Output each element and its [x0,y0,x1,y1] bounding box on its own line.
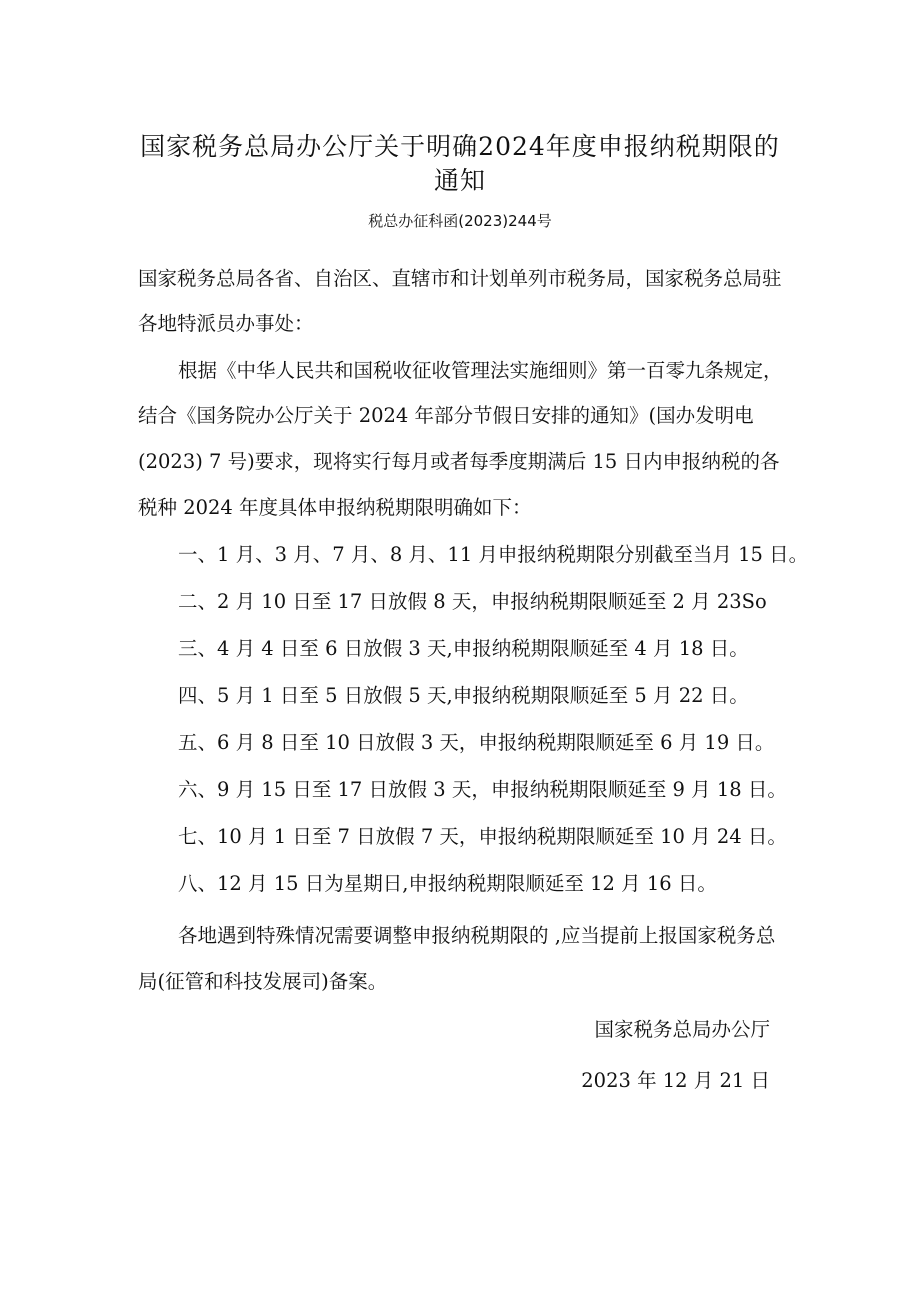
closing-line-1: 各地遇到特殊情况需要调整申报纳税期限的 ,应当提前上报国家税务总 [178,924,776,947]
list-item: 六、9 月 15 日至 17 日放假 3 天，申报纳税期限顺延至 9 月 18 日。 [178,778,787,801]
document-number: 税总办征科函(2023)244号 [368,212,552,230]
intro-line-3: (2023) 7 号)要求，现将实行每月或者每季度期满后 15 日内申报纳税的各 [138,450,780,473]
signature-date: 2023 年 12 月 21 日 [581,1069,770,1092]
list-item: 一、1 月、3 月、7 月、8 月、11 月申报纳税期限分别截至当月 15 日。 [178,543,809,566]
closing-line-2: 局(征管和科技发展司)备案。 [138,970,388,993]
addressee-line-1: 国家税务总局各省、自治区、直辖市和计划单列市税务局，国家税务总局驻 [138,267,782,290]
intro-line-2: 结合《国务院办公厅关于 2024 年部分节假日安排的通知》(国办发明电 [138,404,754,427]
intro-line-4: 税种 2024 年度具体申报纳税期限明确如下： [138,496,532,519]
list-item: 八、12 月 15 日为星期日,申报纳税期限顺延至 12 月 16 日。 [178,872,717,895]
list-item: 三、4 月 4 日至 6 日放假 3 天,申报纳税期限顺延至 4 月 18 日。 [178,637,749,660]
list-item: 四、5 月 1 日至 5 日放假 5 天,申报纳税期限顺延至 5 月 22 日。 [178,684,749,707]
document-title-line-2: 通知 [433,166,486,195]
document-title-line-1: 国家税务总局办公厅关于明确2024年度申报纳税期限的 [140,132,780,161]
list-item: 五、6 月 8 日至 10 日放假 3 天，申报纳税期限顺延至 6 月 19 日。 [178,731,775,754]
addressee-line-2: 各地特派员办事处： [138,312,314,335]
list-item: 七、10 月 1 日至 7 日放假 7 天，申报纳税期限顺延至 10 月 24 日。 [178,825,787,848]
list-item: 二、2 月 10 日至 17 日放假 8 天，申报纳税期限顺延至 2 月 23So [178,590,767,613]
signature-organization: 国家税务总局办公厅 [594,1018,770,1041]
intro-line-1: 根据《中华人民共和国税收征收管理法实施细则》第一百零九条规定， [178,359,783,382]
